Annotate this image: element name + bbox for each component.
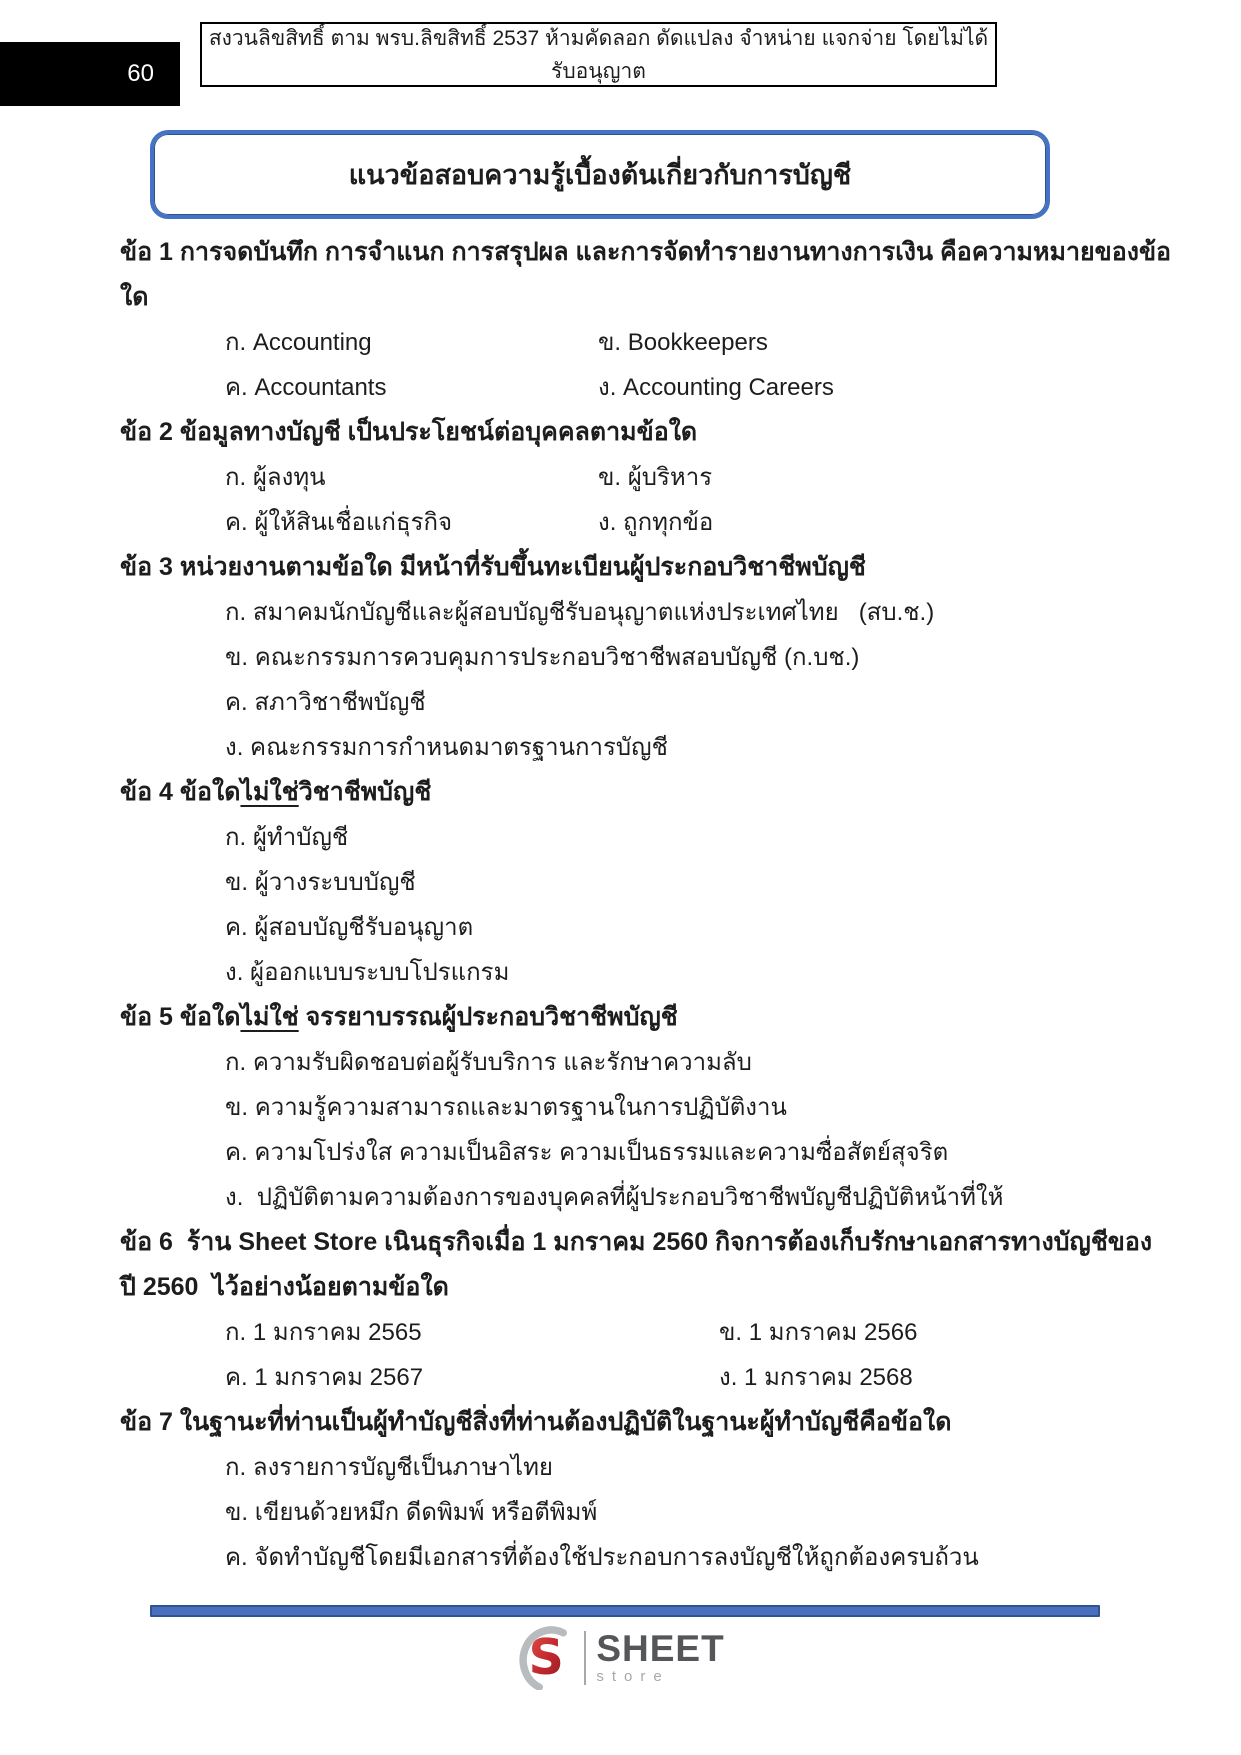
answer-option xyxy=(120,1445,1135,1490)
logo-brand-text: SHEET xyxy=(596,1627,725,1669)
question-header xyxy=(120,410,1135,455)
question-header xyxy=(120,230,1172,275)
logo-sub-text: store xyxy=(596,1667,670,1685)
question-header-text: ข้อ 1 การจดบันทึก การจำแนก การสรุปผล และการจัดทำรายงานทางการเงิน คือความหมายของข้อ xyxy=(120,238,1172,266)
answer-option xyxy=(120,725,1135,770)
question-header xyxy=(120,1220,1153,1265)
answer-option-text: ก. ผู้ทำบัญชี xyxy=(225,824,349,851)
answer-option xyxy=(120,635,1135,680)
question-header-text: ปี 2560 ไว้อย่างน้อยตามข้อใด xyxy=(120,1273,449,1301)
answer-option-text: ข. ผู้บริหาร xyxy=(598,464,713,491)
answer-option-row xyxy=(120,365,1135,410)
svg-text:S: S xyxy=(528,1628,565,1686)
answer-option xyxy=(120,950,1135,995)
answer-option-row xyxy=(120,1355,1135,1400)
answer-option-row xyxy=(120,320,1135,365)
question-5 xyxy=(120,995,1135,1220)
answer-option-text: ก. ผู้ลงทุน xyxy=(225,464,326,491)
question-header xyxy=(120,1400,1135,1445)
answer-option xyxy=(120,1535,1135,1580)
question-header xyxy=(120,1265,1135,1310)
answer-option xyxy=(120,905,1135,950)
answer-option xyxy=(120,815,1135,860)
logo-text xyxy=(596,1627,725,1687)
answer-option-text: ก. Accounting xyxy=(225,329,372,356)
answer-option-text: ค. ผู้สอบบัญชีรับอนุญาต xyxy=(225,914,474,941)
question-header-text: ข้อ 3 หน่วยงานตามข้อใด มีหน้าที่รับขึ้นทะเบียนผู้ประกอบวิชาชีพบัญชี xyxy=(120,553,866,581)
answer-option-text: ข. Bookkeepers xyxy=(598,329,768,356)
footer-divider-bar xyxy=(150,1605,1100,1617)
answer-option xyxy=(120,1175,1135,1220)
answer-option-text: ง. Accounting Careers xyxy=(598,374,834,401)
page-title: แนวข้อสอบความรู้เบื้องต้นเกี่ยวกับการบัญชี xyxy=(348,160,852,190)
question-1 xyxy=(120,230,1172,410)
answer-option xyxy=(120,1040,1135,1085)
answer-option-text: ก. 1 มกราคม 2565 xyxy=(225,1319,422,1346)
answer-option-text: ก. สมาคมนักบัญชีและผู้สอบบัญชีรับอนุญาตแห่งประเทศไทย (สบ.ช.) xyxy=(225,599,935,626)
answer-option-text: ค. สภาวิชาชีพบัญชี xyxy=(225,689,426,716)
answer-option-text: ค. 1 มกราคม 2567 xyxy=(225,1364,424,1391)
answer-option-text: ง. คณะกรรมการกำหนดมาตรฐานการบัญชี xyxy=(225,734,668,761)
question-header-text: ข้อ 7 ในฐานะที่ท่านเป็นผู้ทำบัญชีสิ่งที่ท่านต้องปฏิบัติในฐานะผู้ทำบัญชีคือข้อใด xyxy=(120,1408,952,1436)
answer-option-text: ง. ปฏิบัติตามความต้องการของบุคคลที่ผู้ประกอบวิชาชีพบัญชีปฏิบัติหน้าที่ให้ xyxy=(225,1184,1004,1211)
question-header-text: ข้อ 6 ร้าน Sheet Store เนินธุรกิจเมื่อ 1 มกราคม 2560 กิจการต้องเก็บรักษาเอกสารทางบัญชีของ xyxy=(120,1228,1153,1256)
answer-option-text: ข. 1 มกราคม 2566 xyxy=(719,1319,918,1346)
copyright-text: สงวนลิขสิทธิ์ ตาม พรบ.ลิขสิทธิ์ 2537 ห้ามคัดลอก ดัดแปลง จำหน่าย แจกจ่าย โดยไม่ได้รับอนุญาต xyxy=(208,26,989,83)
answer-option-text: ก. ความรับผิดชอบต่อผู้รับบริการ และรักษาความลับ xyxy=(225,1049,752,1076)
question-header xyxy=(120,275,1135,320)
question-header xyxy=(120,770,1135,815)
question-6 xyxy=(120,1220,1153,1400)
answer-option-row xyxy=(120,455,1135,500)
answer-option-text: ค. ผู้ให้สินเชื่อแก่ธุรกิจ xyxy=(225,509,453,536)
answer-option-text: ค. จัดทำบัญชีโดยมีเอกสารที่ต้องใช้ประกอบการลงบัญชีให้ถูกต้องครบถ้วน xyxy=(225,1544,979,1571)
answer-option xyxy=(120,590,1135,635)
answer-option xyxy=(120,1490,1135,1535)
questions-list xyxy=(120,230,1172,1580)
answer-option-text: ข. เขียนด้วยหมึก ดีดพิมพ์ หรือตีพิมพ์ xyxy=(225,1499,598,1526)
answer-option-text: ค. ความโปร่งใส ความเป็นอิสระ ความเป็นธรรมและความซื่อสัตย์สุจริต xyxy=(225,1139,949,1166)
question-header-text: ใด xyxy=(120,283,149,311)
page-number: 60 xyxy=(127,60,154,87)
question-header-underlined-text: ไม่ใช่ xyxy=(240,778,299,806)
question-4 xyxy=(120,770,1135,995)
answer-option xyxy=(120,680,1135,725)
answer-option-text: ข. ผู้วางระบบบัญชี xyxy=(225,869,416,896)
question-header xyxy=(120,545,1135,590)
footer-logo xyxy=(0,1626,1241,1690)
answer-option-text: ข. คณะกรรมการควบคุมการประกอบวิชาชีพสอบบัญชี (ก.บช.) xyxy=(225,644,860,671)
answer-option-row xyxy=(120,500,1135,545)
question-header-text: ข้อ 4 ข้อใด xyxy=(120,778,241,806)
question-header-text: วิชาชีพบัญชี xyxy=(298,778,432,806)
answer-option xyxy=(120,1130,1135,1175)
question-header xyxy=(120,995,1135,1040)
question-3 xyxy=(120,545,1135,770)
page-number-box xyxy=(0,42,180,106)
question-2 xyxy=(120,410,1135,545)
sheet-store-s-icon xyxy=(516,1626,574,1690)
answer-option-row xyxy=(120,1310,1135,1355)
question-7 xyxy=(120,1400,1135,1580)
question-header-text: จรรยาบรรณผู้ประกอบวิชาชีพบัญชี xyxy=(298,1003,678,1031)
answer-option-text: ค. Accountants xyxy=(225,374,387,401)
answer-option xyxy=(120,1085,1135,1130)
question-header-text: ข้อ 5 ข้อใด xyxy=(120,1003,241,1031)
question-header-text: ข้อ 2 ข้อมูลทางบัญชี เป็นประโยชน์ต่อบุคคลตามข้อใด xyxy=(120,418,698,446)
title-box xyxy=(150,130,1050,219)
logo-divider xyxy=(584,1631,586,1685)
question-header-underlined-text: ไม่ใช่ xyxy=(240,1003,299,1031)
copyright-notice-box xyxy=(200,22,997,87)
answer-option xyxy=(120,860,1135,905)
answer-option-text: ก. ลงรายการบัญชีเป็นภาษาไทย xyxy=(225,1454,553,1481)
answer-option-text: ข. ความรู้ความสามารถและมาตรฐานในการปฏิบัติงาน xyxy=(225,1094,787,1121)
answer-option-text: ง. ผู้ออกแบบระบบโปรแกรม xyxy=(225,959,510,986)
answer-option-text: ง. 1 มกราคม 2568 xyxy=(719,1364,913,1391)
answer-option-text: ง. ถูกทุกข้อ xyxy=(598,509,714,536)
